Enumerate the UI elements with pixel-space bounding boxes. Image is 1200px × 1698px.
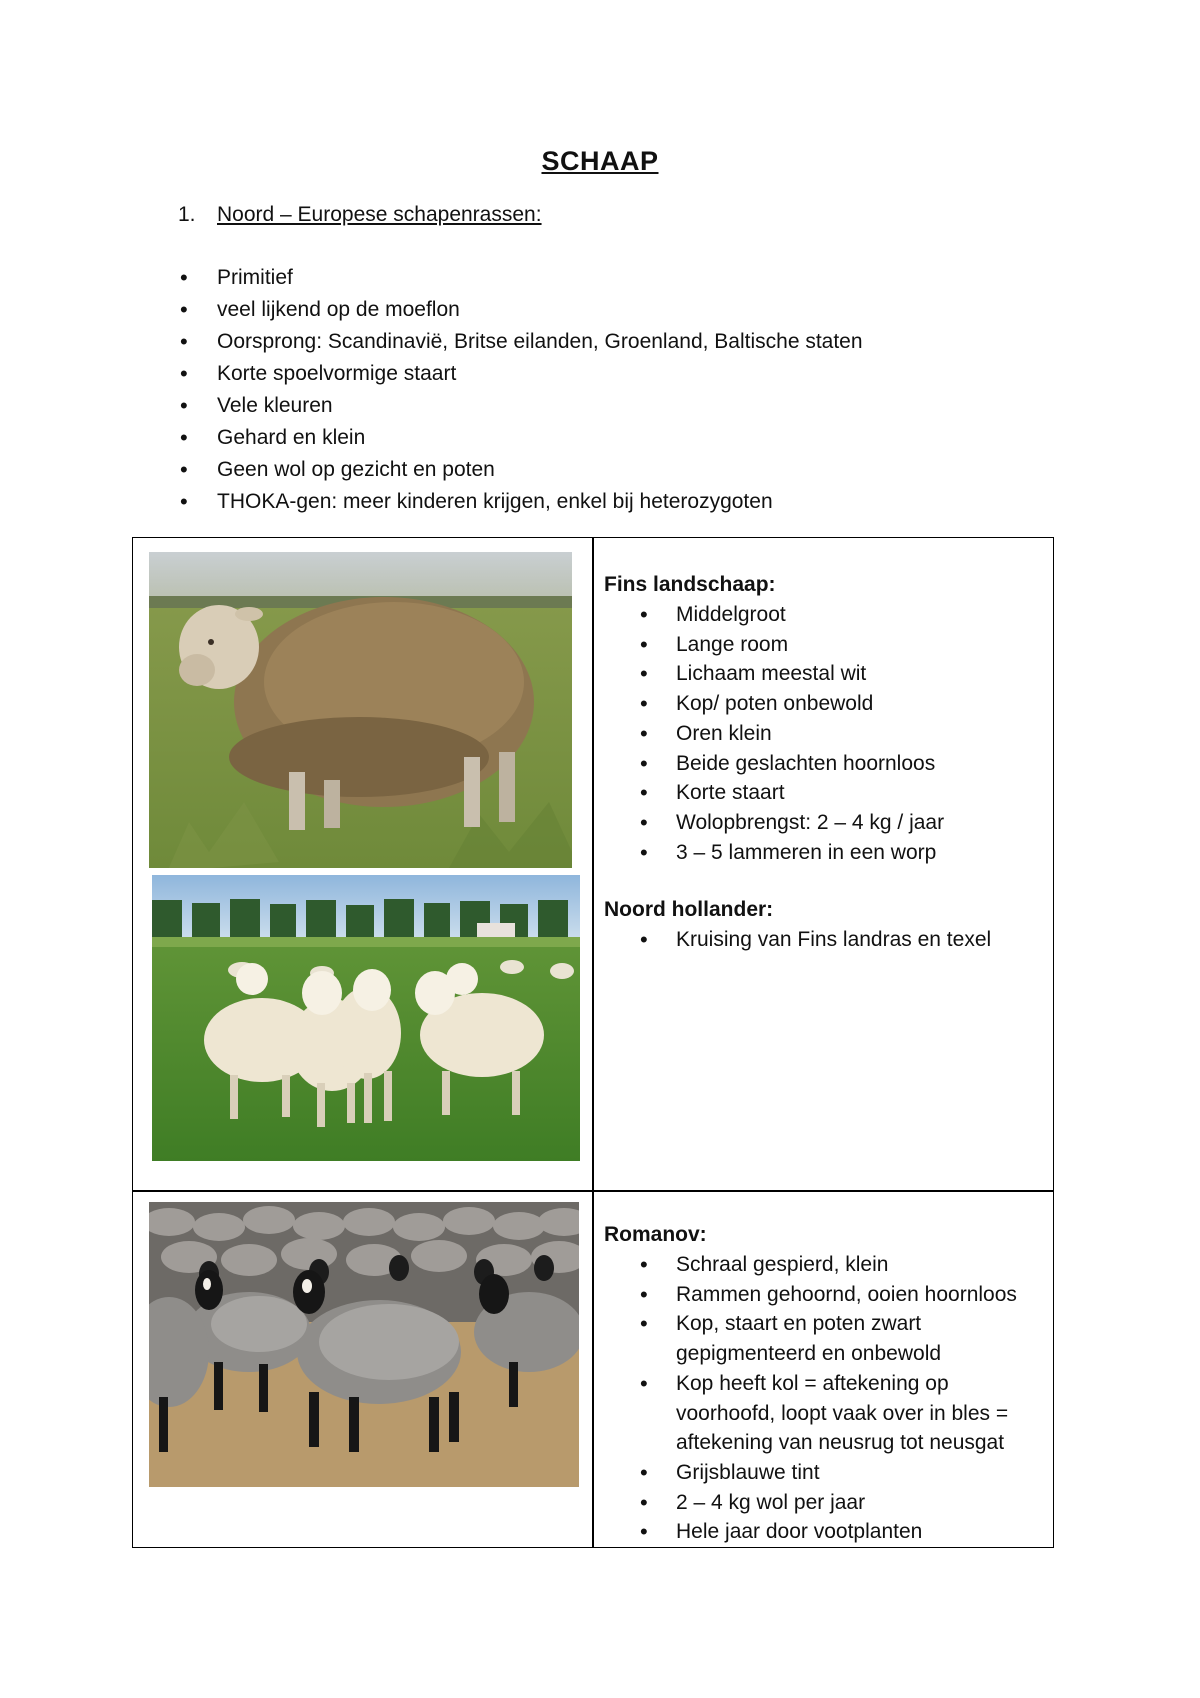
- breed-bullet-list: [604, 1250, 1051, 1547]
- table-column-divider: [592, 538, 594, 1547]
- page-title: SCHAAP: [541, 146, 659, 176]
- breed-bullet-list: [604, 925, 1051, 955]
- breed-name: Noord hollander:: [604, 898, 774, 922]
- table-row-divider: [133, 1190, 1053, 1192]
- breed-name: Fins landschaap:: [604, 573, 776, 596]
- list-item: • Gehard en klein: [178, 422, 863, 454]
- list-item: • Kop, staart en poten zwart gepigmenteerd en onbewold: [604, 1309, 1051, 1368]
- list-item: • Kop heeft kol = aftekening op voorhoofd, loopt vaak over in bles = aftekening van neusrug tot neusgat: [604, 1369, 1051, 1458]
- fins-landschaap-photo: [149, 552, 572, 868]
- list-item: • Kruising van Fins landras en texel: [604, 925, 1051, 955]
- list-item: • Middelgroot: [604, 600, 1051, 630]
- list-item: • Geen wol op gezicht en poten: [178, 454, 863, 486]
- fins-landschaap-cell: [604, 570, 1051, 955]
- list-item: • THOKA-gen: meer kinderen krijgen, enkel bij heterozygoten: [178, 486, 863, 518]
- intro-bullet-list: [178, 262, 863, 518]
- romanov-cell: [604, 1220, 1051, 1547]
- section-heading-text: Noord – Europese schapenrassen:: [217, 203, 542, 226]
- list-item: • Hele jaar door vootplanten: [604, 1517, 1051, 1547]
- section-number: 1.: [178, 203, 196, 226]
- list-item: • Oorsprong: Scandinavië, Britse eilanden, Groenland, Baltische staten: [178, 326, 863, 358]
- list-item: • Primitief: [178, 262, 863, 294]
- list-item: • veel lijkend op de moeflon: [178, 294, 863, 326]
- list-item: • Oren klein: [604, 719, 1051, 749]
- breed-table: [132, 537, 1054, 1548]
- list-item: • Schraal gespierd, klein: [604, 1250, 1051, 1280]
- list-item: • Beide geslachten hoornloos: [604, 749, 1051, 779]
- list-item: • Grijsblauwe tint: [604, 1458, 1051, 1488]
- romanov-photo: [149, 1202, 579, 1487]
- list-item: • 3 – 5 lammeren in een worp: [604, 838, 1051, 868]
- breed-name: Romanov:: [604, 1223, 707, 1246]
- breed-bullet-list: [604, 600, 1051, 867]
- section-heading: [178, 203, 542, 227]
- list-item: • Kop/ poten onbewold: [604, 689, 1051, 719]
- list-item: • Lichaam meestal wit: [604, 659, 1051, 689]
- list-item: • Korte spoelvormige staart: [178, 358, 863, 390]
- list-item: • 2 – 4 kg wol per jaar: [604, 1488, 1051, 1518]
- list-item: • Wolopbrengst: 2 – 4 kg / jaar: [604, 808, 1051, 838]
- list-item: • Korte staart: [604, 778, 1051, 808]
- noord-hollander-photo: [152, 875, 580, 1161]
- list-item: • Vele kleuren: [178, 390, 863, 422]
- list-item: • Lange room: [604, 630, 1051, 660]
- list-item: • Rammen gehoornd, ooien hoornloos: [604, 1280, 1051, 1310]
